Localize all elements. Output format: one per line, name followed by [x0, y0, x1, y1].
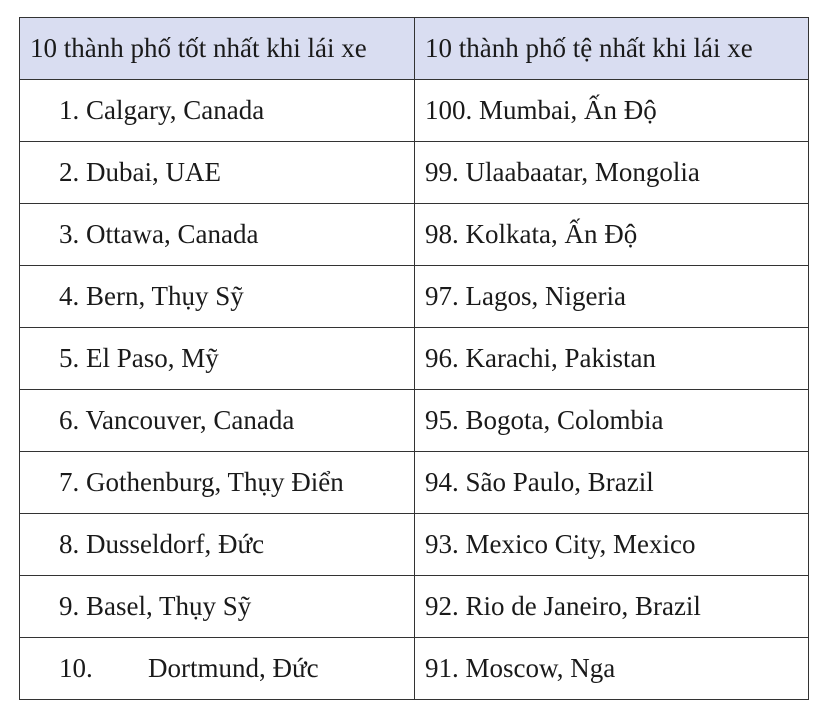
best-rank: 2. — [59, 157, 80, 187]
best-rank: 6. — [59, 405, 80, 435]
best-rank: 4. — [59, 281, 80, 311]
worst-city-cell: 91. Moscow, Nga — [415, 638, 809, 700]
best-city-name: Dubai, UAE — [86, 157, 221, 187]
best-city-name: Gothenburg, Thụy Điển — [86, 467, 344, 497]
table-row — [20, 80, 809, 142]
best-city-name: Bern, Thụy Sỹ — [86, 281, 244, 311]
worst-city-cell: 98. Kolkata, Ấn Độ — [415, 204, 809, 266]
best-city-cell — [20, 80, 415, 142]
best-city-cell — [20, 328, 415, 390]
best-city-cell — [20, 638, 415, 700]
table-row — [20, 390, 809, 452]
header-best-cities: 10 thành phố tốt nhất khi lái xe — [20, 18, 415, 80]
best-rank: 9. — [59, 591, 80, 621]
table-row — [20, 204, 809, 266]
best-city-name: Dortmund, Đức — [148, 653, 319, 683]
table-row — [20, 266, 809, 328]
best-rank: 1. — [59, 95, 80, 125]
best-city-name: El Paso, Mỹ — [86, 343, 219, 373]
best-city-cell — [20, 266, 415, 328]
table-row — [20, 142, 809, 204]
best-city-cell — [20, 514, 415, 576]
table-row — [20, 638, 809, 700]
worst-city-cell: 100. Mumbai, Ấn Độ — [415, 80, 809, 142]
best-city-cell — [20, 142, 415, 204]
header-worst-cities: 10 thành phố tệ nhất khi lái xe — [415, 18, 809, 80]
worst-city-cell: 96. Karachi, Pakistan — [415, 328, 809, 390]
best-rank: 3. — [59, 219, 80, 249]
table-body — [20, 80, 809, 700]
worst-city-cell: 94. São Paulo, Brazil — [415, 452, 809, 514]
table-row — [20, 452, 809, 514]
worst-city-cell: 95. Bogota, Colombia — [415, 390, 809, 452]
table-header — [20, 18, 809, 80]
table-row — [20, 576, 809, 638]
best-rank: 8. — [59, 529, 80, 559]
best-city-name: Dusseldorf, Đức — [86, 529, 265, 559]
header-row — [20, 18, 809, 80]
best-rank: 5. — [59, 343, 80, 373]
best-city-name: Ottawa, Canada — [86, 219, 259, 249]
table-row — [20, 514, 809, 576]
best-city-name: Basel, Thụy Sỹ — [86, 591, 252, 621]
best-rank: 10. — [59, 653, 93, 683]
best-city-name: Calgary, Canada — [86, 95, 265, 125]
worst-city-cell: 92. Rio de Janeiro, Brazil — [415, 576, 809, 638]
worst-city-cell: 93. Mexico City, Mexico — [415, 514, 809, 576]
driving-cities-table — [19, 17, 809, 700]
worst-city-cell: 99. Ulaabaatar, Mongolia — [415, 142, 809, 204]
table-row — [20, 328, 809, 390]
worst-city-cell: 97. Lagos, Nigeria — [415, 266, 809, 328]
best-rank: 7. — [59, 467, 80, 497]
best-city-cell — [20, 204, 415, 266]
best-city-cell — [20, 452, 415, 514]
best-city-cell — [20, 390, 415, 452]
best-city-cell — [20, 576, 415, 638]
best-city-name: Vancouver, Canada — [85, 405, 295, 435]
